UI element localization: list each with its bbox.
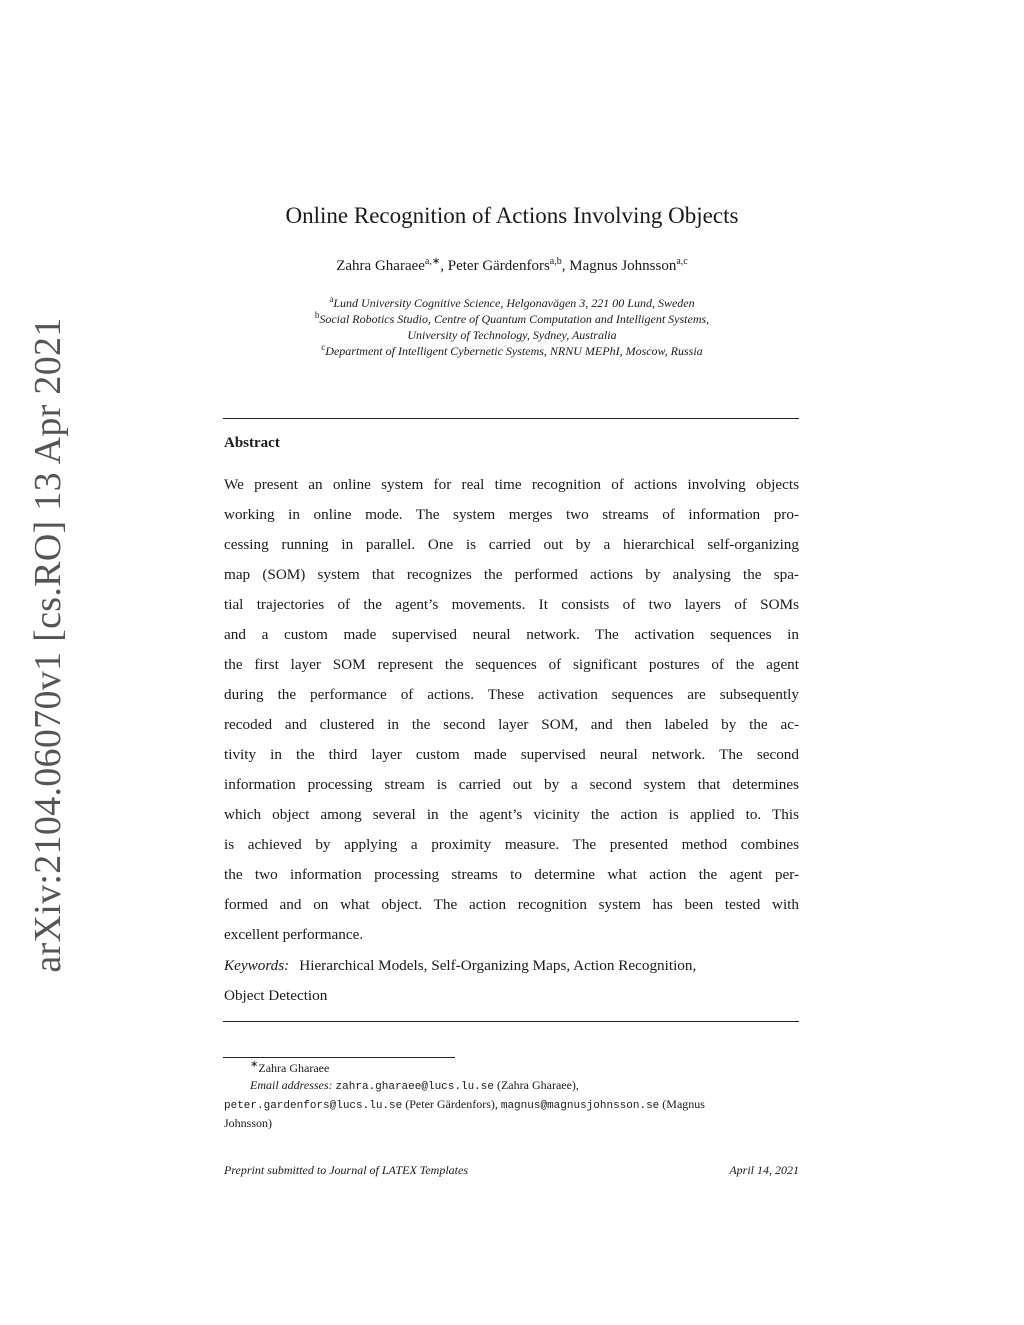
abstract-line: the first layer SOM represent the sequences of significant postures of the agent [224, 656, 799, 673]
keywords-label: Keywords: [224, 957, 290, 974]
email-line [224, 1077, 799, 1096]
footer-preprint-note: Preprint submitted to Journal of LATEX Templates [224, 1163, 469, 1177]
affiliation-line [200, 311, 824, 327]
abstract-body [224, 470, 799, 950]
footnote-rule [223, 1057, 455, 1058]
affiliation-text: Lund University Cognitive Science, Helgonavägen 3, 221 00 Lund, Sweden [333, 296, 695, 310]
author-list: Zahra Gharaee$^{a,∗}$, Peter Gärdenfors$^{a,b}$, Magnus Johnsson$^{a,c}$ [336, 256, 688, 274]
author-affiliation-mark: a,∗ [424, 256, 441, 267]
affiliation-mark: b [314, 310, 320, 320]
abstract-line: is achieved by applying a proximity measure. The presented method combines [224, 836, 799, 853]
abstract-line: cessing running in parallel. One is carried out by a hierarchical self-organizing [224, 536, 799, 553]
abstract-top-rule [223, 418, 799, 419]
affiliation-mark: a [329, 294, 334, 304]
author-name: Peter Gärdenfors [447, 258, 550, 274]
author-name: Zahra Gharaee [336, 258, 425, 274]
affiliation-list [200, 295, 824, 359]
author-affiliation-mark: a,b [549, 256, 562, 267]
email-owner: (Magnus [662, 1097, 705, 1111]
email-link[interactable]: peter.gardenfors@lucs.lu.se [224, 1100, 403, 1112]
affiliation-text: University of Technology, Sydney, Australia [407, 328, 617, 342]
abstract-line: tial trajectories of the agent’s movements. It consists of two layers of SOMs [224, 596, 799, 613]
email-link[interactable]: magnus@magnusjohnsson.se [500, 1100, 660, 1112]
abstract-line: tivity in the third layer custom made supervised neural network. The second [224, 746, 799, 763]
affiliation-mark: c [321, 342, 326, 352]
abstract-line: working in online mode. The system merges two streams of information pro- [224, 506, 799, 523]
email-label: Email addresses: [250, 1078, 333, 1092]
arxiv-identifier-stamp: arXiv:2104.06070v1 [cs.RO] 13 Apr 2021 [27, 317, 69, 973]
affiliation-line [200, 295, 824, 311]
abstract-line: We present an online system for real time recognition of actions involving objects [224, 476, 799, 493]
email-owner: (Zahra Gharaee), [496, 1078, 579, 1092]
abstract-line: which object among several in the agent’s vicinity the action is applied to. This [224, 806, 799, 823]
email-owner: (Peter Gärdenfors), [405, 1097, 498, 1111]
author-name: Magnus Johnsson [569, 258, 677, 274]
abstract-line: and a custom made supervised neural network. The activation sequences in [224, 626, 799, 643]
author-affiliation-mark: a,c [676, 256, 688, 267]
email-line: Johnsson) [224, 1116, 273, 1130]
abstract-bottom-rule [223, 1021, 799, 1022]
abstract-line: formed and on what object. The action recognition system has been tested with [224, 896, 799, 913]
email-line [224, 1096, 799, 1115]
abstract-heading: Abstract [224, 435, 280, 451]
affiliation-line [200, 327, 824, 343]
abstract-line: during the performance of actions. These activation sequences are subsequently [224, 686, 799, 703]
abstract-line: the two information processing streams to determine what action the agent per- [224, 866, 799, 883]
footnote-mark: ∗ [250, 1059, 259, 1070]
abstract-line: recoded and clustered in the second layer SOM, and then labeled by the ac- [224, 716, 799, 733]
keywords-line: Object Detection [224, 987, 328, 1004]
keywords-line [224, 951, 799, 981]
email-link[interactable]: zahra.gharaee@lucs.lu.se [335, 1081, 494, 1093]
affiliation-text: Department of Intelligent Cybernetic Systems, NRNU MEPhI, Moscow, Russia [325, 344, 703, 358]
corresponding-author-note [224, 1060, 799, 1077]
footnotes [224, 1060, 799, 1132]
corresponding-author-name: Zahra Gharaee [258, 1061, 330, 1075]
abstract-line: information processing stream is carried out by a second system that determines [224, 776, 799, 793]
footer-date: April 14, 2021 [729, 1163, 799, 1177]
abstract-line: map (SOM) system that recognizes the performed actions by analysing the spa- [224, 566, 799, 583]
affiliation-text: Social Robotics Studio, Centre of Quantum Computation and Intelligent Systems, [319, 312, 710, 326]
affiliation-line [200, 343, 824, 359]
keywords-text: Hierarchical Models, Self-Organizing Maps, Action Recognition, [299, 957, 697, 974]
abstract-line: excellent performance. [224, 926, 364, 943]
keywords-block [224, 951, 799, 1011]
paper-title: Online Recognition of Actions Involving Objects [285, 203, 739, 228]
